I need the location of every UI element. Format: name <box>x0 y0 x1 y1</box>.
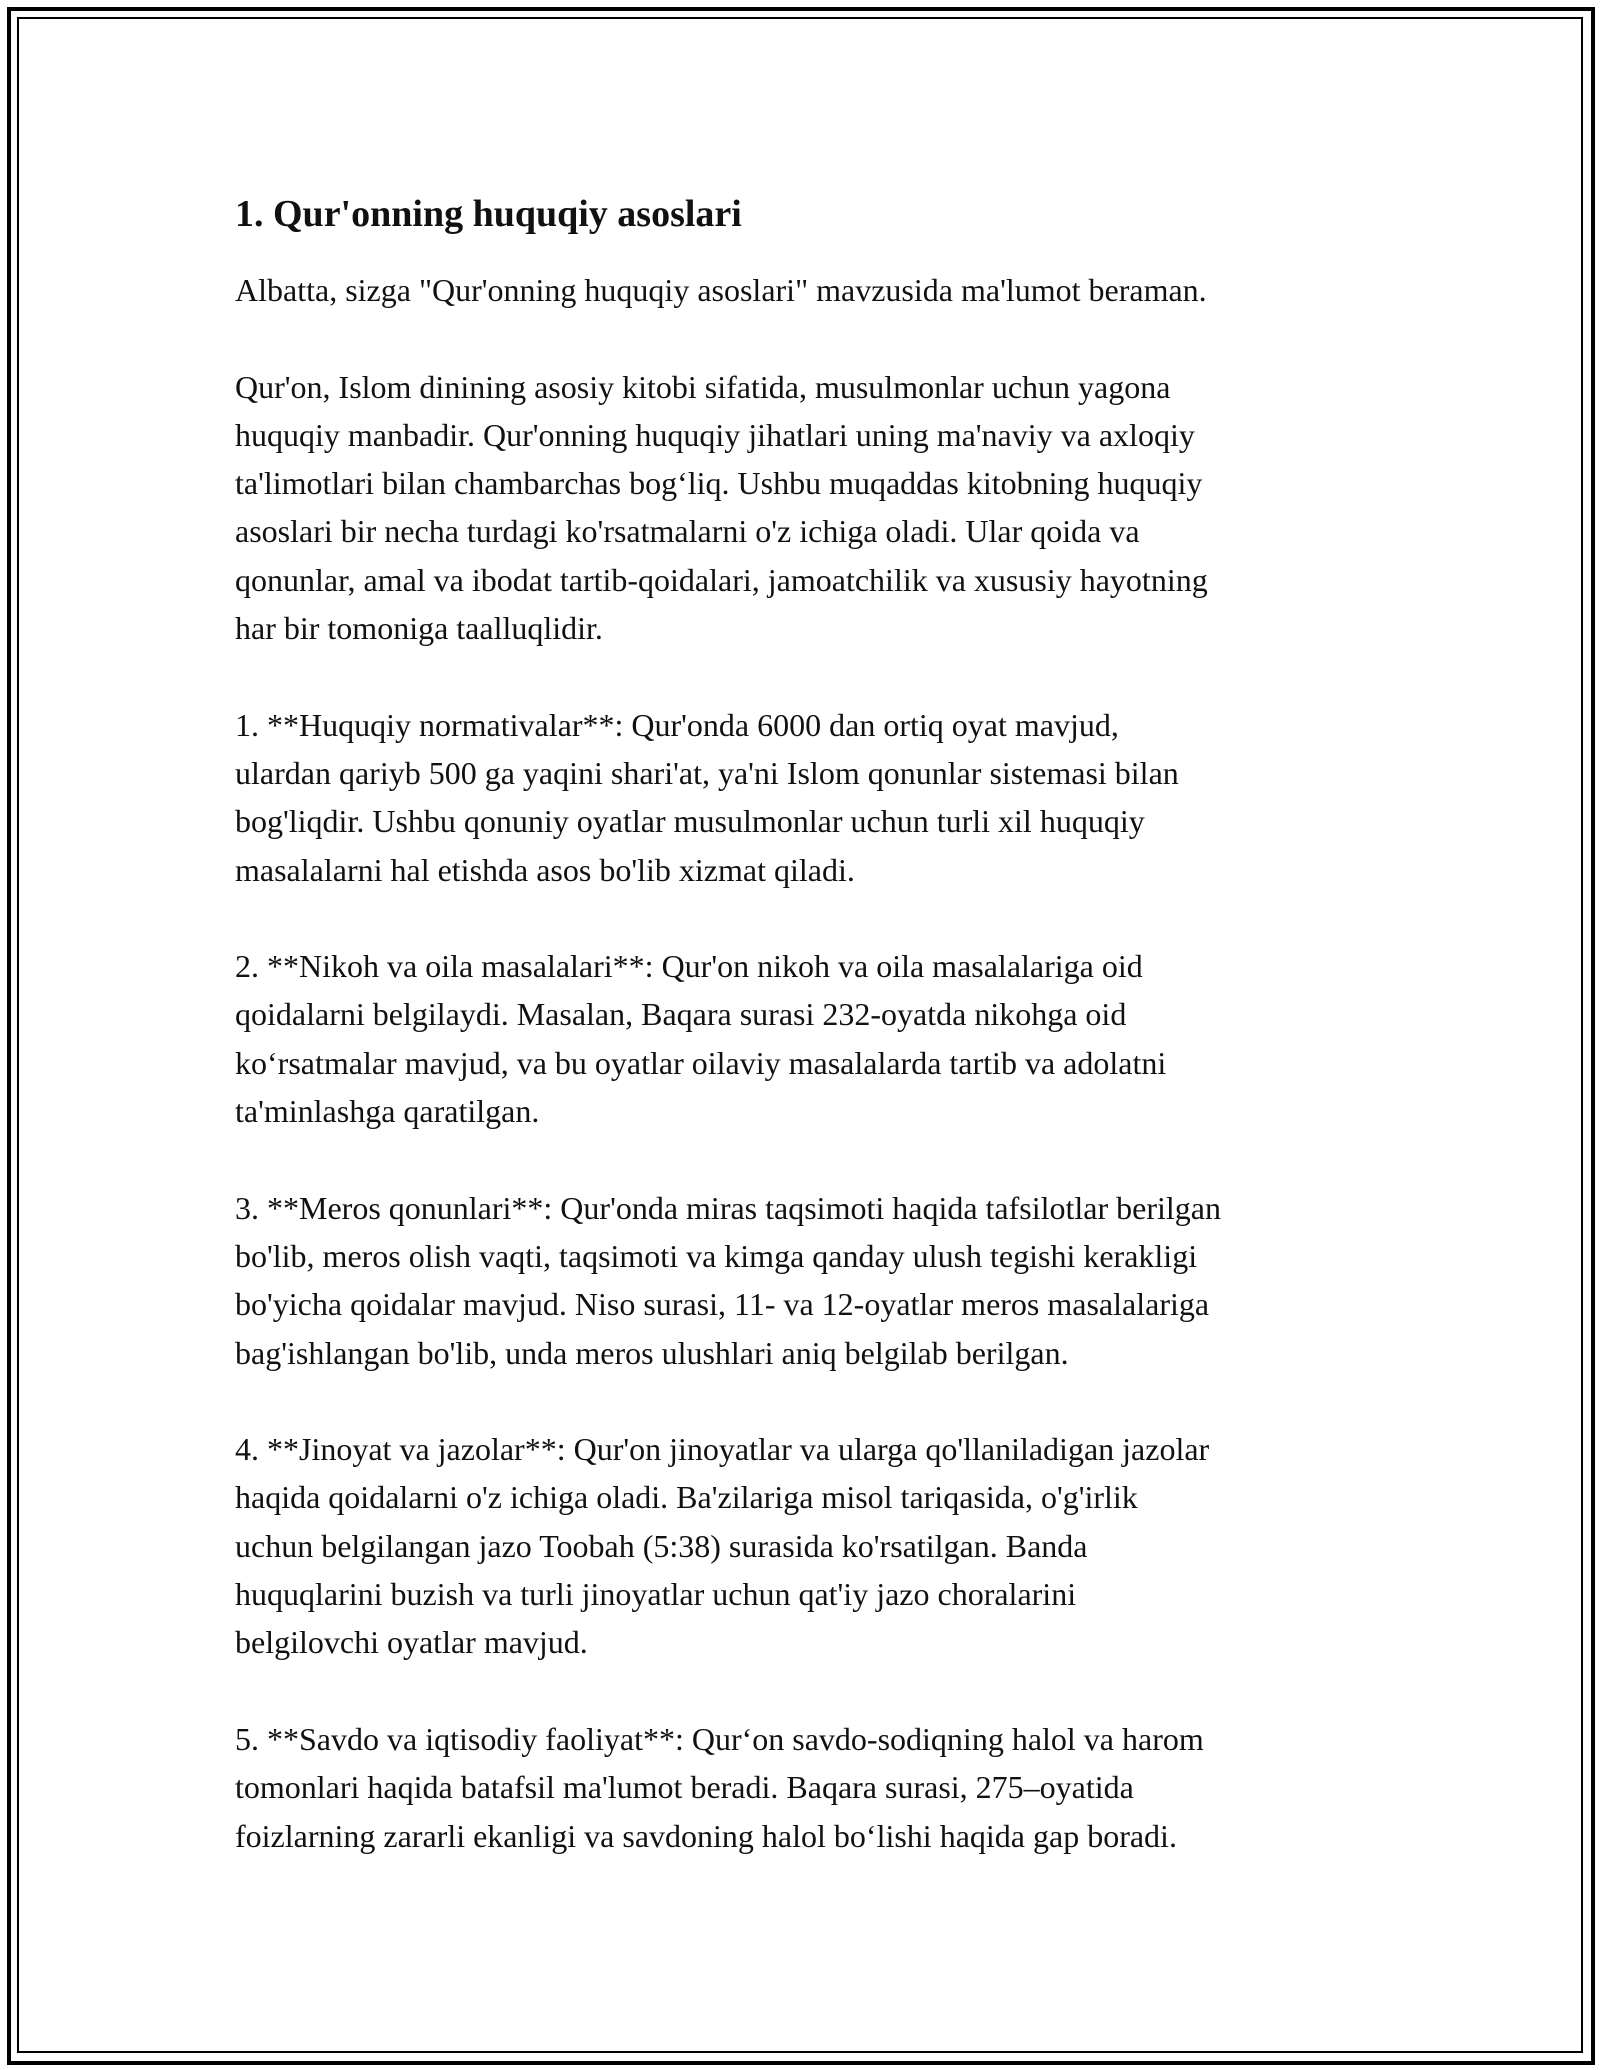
overview-paragraph: Qur'on, Islom dinining asosiy kitobi sifatida, musulmonlar uchun yagona huquqiy manbadir. Qur'onning huquqiy jihatlari uning ma'naviy va axloqiy ta'limotlari bilan chambarchas bog‘liq. Ushbu muqaddas kitobning huquqiy asoslari bir necha turdagi ko'rsatmalarni o'z ichiga oladi. Ular qoida va qonunlar, amal va ibodat tartib-qoidalari, jamoatchilik va xususiy hayotning har bir tomoniga taalluqlidir. <box>235 368 1208 647</box>
intro-paragraph: Albatta, sizga "Qur'onning huquqiy asoslari" mavzusida ma'lumot beraman. <box>235 272 1207 308</box>
document-heading: 1. Qur'onning huquqiy asoslari <box>235 193 742 235</box>
list-item-savdo-va-iqtisodiy: 5. **Savdo va iqtisodiy faoliyat**: Qur‘on savdo-sodiqning halol va harom tomonlari haqida batafsil ma'lumot beradi. Baqara surasi, 275–oyatida foizlarning zararli ekanligi va savdoning halol bo‘lishi haqida gap boradi. <box>235 1720 1204 1854</box>
list-item-jinoyat-va-jazolar: 4. **Jinoyat va jazolar**: Qur'on jinoyatlar va ularga qo'llaniladigan jazolar haqida qoidalarni o'z ichiga oladi. Ba'zilariga misol tariqasida, o'g'irlik uchun belgilangan jazo Toobah (5:38) surasida ko'rsatilgan. Banda huquqlarini buzish va turli jinoyatlar uchun qat'iy jazo choralarini belgilovchi oyatlar mavjud. <box>235 1431 1210 1661</box>
document-body <box>235 190 1375 1908</box>
list-item-huquqiy-normativalar: 1. **Huquqiy normativalar**: Qur'onda 6000 dan ortiq oyat mavjud, ulardan qariyb 500 ga yaqini shari'at, ya'ni Islom qonunlar sistemasi bilan bog'liqdir. Ushbu qonuniy oyatlar musulmonlar uchun turli xil huquqiy masalalarni hal etishda asos bo'lib xizmat qiladi. <box>235 706 1179 888</box>
list-item-nikoh-va-oila: 2. **Nikoh va oila masalalari**: Qur'on nikoh va oila masalalariga oid qoidalarni belgilaydi. Masalan, Baqara surasi 232-oyatda nikohga oid ko‘rsatmalar mavjud, va bu oyatlar oilaviy masalalarda tartib va adolatni ta'minlashga qaratilgan. <box>235 948 1167 1130</box>
list-item-meros-qonunlari: 3. **Meros qonunlari**: Qur'onda miras taqsimoti haqida tafsilotlar berilgan bo'lib, meros olish vaqti, taqsimoti va kimga qanday ulush tegishi kerakligi bo'yicha qoidalar mavjud. Niso surasi, 11- va 12-oyatlar meros masalalariga bag'ishlangan bo'lib, unda meros ulushlari aniq belgilab berilgan. <box>235 1189 1221 1371</box>
